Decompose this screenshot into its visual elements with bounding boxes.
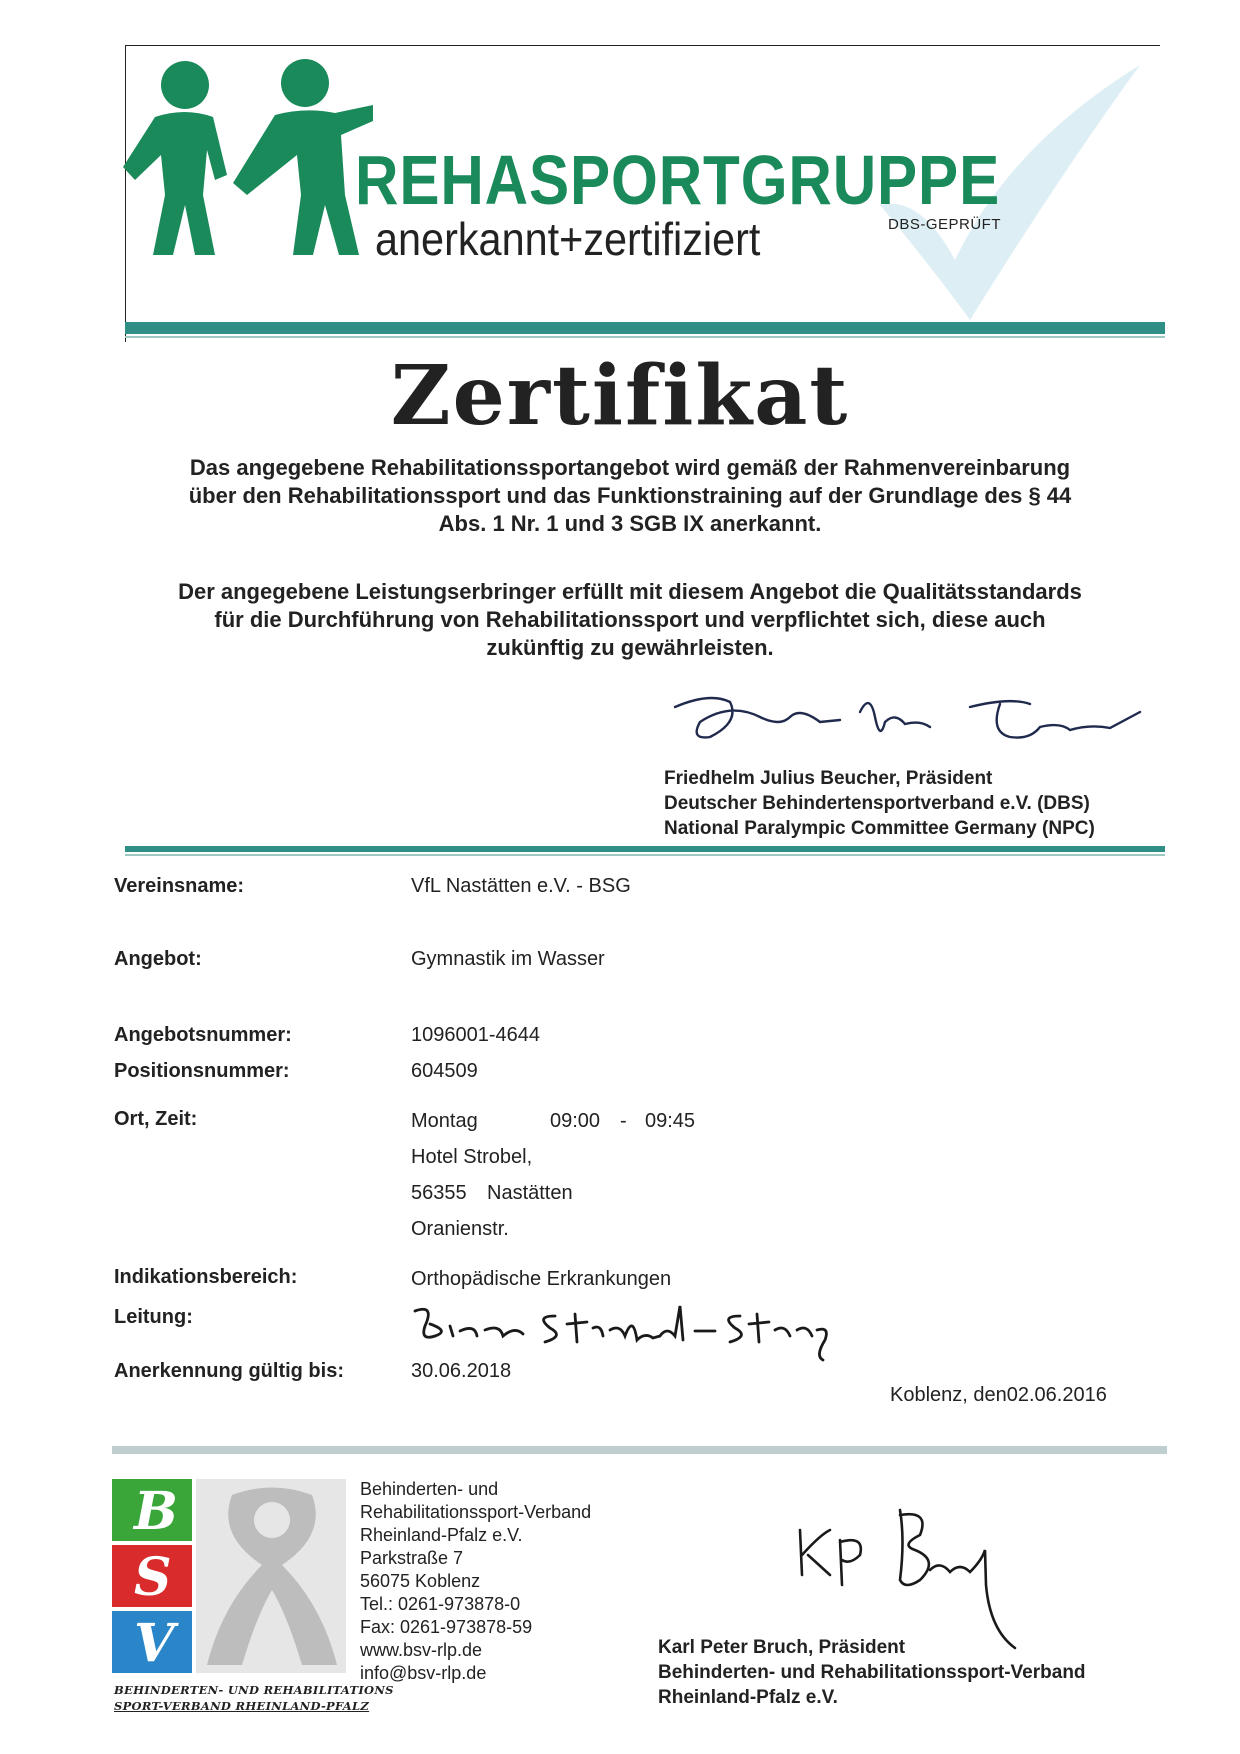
signatory2-org: Behinderten- und Rehabilitationssport-Verband (658, 1662, 1086, 1683)
footer-divider (112, 1446, 1167, 1454)
anerkennung-label: Anerkennung gültig bis: (114, 1360, 344, 1382)
angebotsnummer-value: 1096001-4644 (411, 1024, 541, 1046)
phone: Tel.: 0261-973878-0 (360, 1594, 521, 1614)
paragraph-line: Das angegebene Rehabilitationssportangebot wird gemäß der Rahmenvereinbarung (189, 455, 1071, 480)
logo-badge: DBS-GEPRÜFT (888, 216, 1002, 233)
bsv-letter-s: S (134, 1547, 172, 1608)
ort-time-to: 09:45 (645, 1110, 696, 1132)
paragraph-line: für die Durchführung von Rehabilitationssport und verpflichtet sich, diese auch (214, 607, 1046, 632)
website-link[interactable]: www.bsv-rlp.de (360, 1640, 483, 1660)
address-line: Parkstraße 7 (360, 1548, 464, 1568)
ort-time-dash: - (620, 1110, 627, 1132)
page-title: Zertifikat (390, 348, 850, 444)
logo-title: REHASPORTGRUPPE (355, 141, 1001, 219)
vereinsname-value: VfL Nastätten e.V. - BSG (411, 875, 631, 897)
signatory-name: Friedhelm Julius Beucher, Präsident (664, 768, 993, 789)
positionsnummer-label: Positionsnummer: (114, 1060, 290, 1082)
signatory-block (664, 766, 1095, 841)
bsv-letter-b: B (134, 1481, 178, 1542)
positionsnummer-value: 604509 (411, 1060, 478, 1082)
bsv-caption-1: BEHINDERTEN- UND REHABILITATIONS (114, 1683, 394, 1697)
fax: Fax: 0261-973878-59 (360, 1617, 533, 1637)
angebotsnummer-label: Angebotsnummer: (114, 1024, 292, 1046)
signature-bruch (790, 1500, 1050, 1650)
signatory2-block (658, 1635, 1086, 1710)
leitung-label: Leitung: (114, 1306, 193, 1328)
indikationsbereich-label: Indikationsbereich: (114, 1266, 298, 1288)
ort-postal-code: 56355 (411, 1182, 467, 1204)
section-divider-line (125, 854, 1165, 856)
ort-street: Oranienstr. (411, 1218, 509, 1240)
bsv-letter-v: V (134, 1613, 175, 1674)
address-line: Rehabilitationssport-Verband (360, 1502, 592, 1522)
paragraph-line: über den Rehabilitationssport und das Funktionstraining auf der Grundlage des § 44 (188, 483, 1072, 508)
address-line: 56075 Koblenz (360, 1571, 481, 1591)
signatory-org2: National Paralympic Committee Germany (NPC) (664, 818, 1095, 839)
address-line: Rheinland-Pfalz e.V. (360, 1525, 523, 1545)
logo-subtitle: anerkannt+zertifiziert (375, 213, 761, 265)
ort-place: Hotel Strobel, (411, 1146, 533, 1168)
quality-paragraph (110, 578, 1150, 662)
signatory-org: Deutscher Behindertensportverband e.V. (DBS) (664, 793, 1090, 814)
bsv-caption-2: SPORT-VERBAND RHEINLAND-PFALZ (114, 1699, 370, 1713)
ort-time-from: 09:00 (550, 1110, 601, 1132)
indikationsbereich-value: Orthopädische Erkrankungen (411, 1268, 672, 1290)
ort-day: Montag (411, 1110, 478, 1132)
header-divider-line (125, 336, 1165, 338)
recognition-paragraph (110, 454, 1150, 538)
bsv-address (360, 1478, 591, 1685)
email-link[interactable]: info@bsv-rlp.de (360, 1663, 487, 1683)
anerkennung-value: 30.06.2018 (411, 1360, 512, 1382)
vereinsname-label: Vereinsname: (114, 875, 245, 897)
header-divider (125, 322, 1165, 334)
signature-beucher (670, 682, 1150, 752)
ort-city: Nastätten (487, 1182, 573, 1204)
place-date: Koblenz, den02.06.2016 (890, 1384, 1107, 1406)
ort-zeit-label: Ort, Zeit: (114, 1108, 198, 1130)
bsv-logo (112, 1475, 352, 1680)
address-line: Behinderten- und (360, 1479, 499, 1499)
paragraph-line: Der angegebene Leistungserbringer erfüllt mit diesem Angebot die Qualitätsstandards (178, 579, 1082, 604)
section-divider (125, 846, 1165, 852)
paragraph-line: Abs. 1 Nr. 1 und 3 SGB IX anerkannt. (438, 511, 822, 536)
leitung-handwriting (405, 1296, 835, 1366)
signatory2-org2: Rheinland-Pfalz e.V. (658, 1687, 838, 1708)
angebot-value: Gymnastik im Wasser (411, 948, 605, 970)
angebot-label: Angebot: (114, 948, 202, 970)
signatory2-name: Karl Peter Bruch, Präsident (658, 1637, 906, 1658)
paragraph-line: zukünftig zu gewährleisten. (486, 635, 774, 660)
rehasport-figures-logo (115, 55, 375, 255)
